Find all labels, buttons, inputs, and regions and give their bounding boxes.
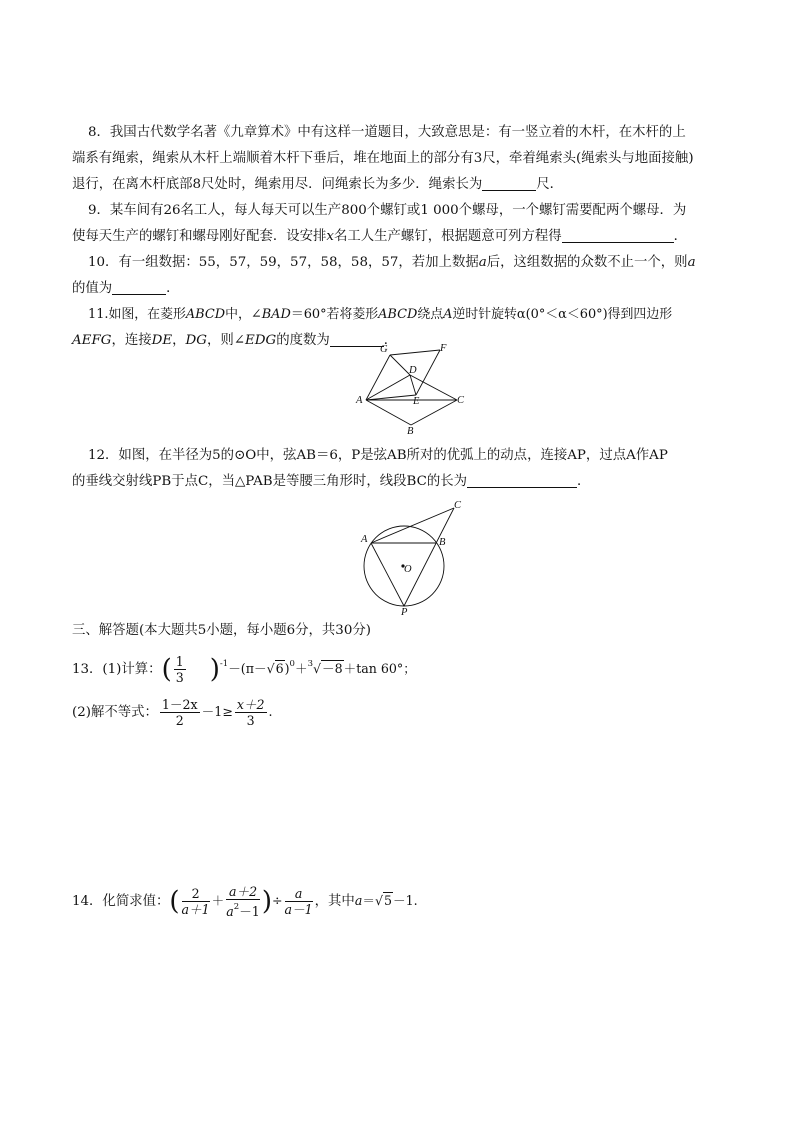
t: －1.: [392, 893, 418, 908]
segment-gd: [390, 355, 410, 375]
section-heading: 三、解答题(本大题共5小题，每小题6分，共30分): [72, 623, 371, 638]
edge-ba: [366, 400, 411, 425]
t: ABCD: [185, 307, 226, 322]
exponent: 0: [289, 659, 295, 669]
q12-line2: [72, 469, 724, 494]
q9-end: ．: [673, 229, 688, 244]
den-b: －1: [239, 904, 260, 919]
den: 2: [175, 713, 184, 728]
label-c: C: [457, 395, 465, 406]
t: A: [443, 307, 453, 322]
q14-label: 14．化简求值：: [72, 894, 170, 909]
edge-fe: [416, 350, 440, 395]
q10-line1: [88, 250, 740, 275]
fraction-2: [226, 884, 260, 919]
q8-text: 退行，在离木杆底部8尺处时，绳索用尽．问绳索长为多少．绳索长为: [72, 177, 483, 192]
t: 的度数为: [276, 333, 330, 348]
t: －(π－: [228, 661, 267, 676]
q10-text-b: 后，这组数据的众数不止一个，则: [486, 255, 688, 270]
t: ，其中: [314, 894, 355, 909]
t: ＋: [294, 661, 308, 676]
q13-label: 13．(1)计算：: [72, 662, 162, 677]
num: x＋2: [236, 697, 265, 712]
root-index: 3: [307, 659, 313, 669]
q12-end: ．: [577, 474, 591, 489]
den: 3: [175, 670, 184, 685]
t: ): [284, 661, 290, 676]
t: .: [268, 704, 273, 719]
q10-var: a: [478, 255, 487, 270]
t: EDG: [244, 333, 277, 348]
q12-text: 的垂线交射线PB于点C，当△PAB是等腰三角形时，线段BC的长为: [72, 474, 468, 489]
num: 1: [175, 654, 184, 669]
circle-figure: [354, 496, 474, 616]
q10-line2: [72, 276, 724, 301]
exponent: -1: [219, 659, 229, 669]
q12-line1: 12．如图，在半径为5的⊙O中，弦AB＝6，P是弦AB所对的优弧上的动点，连接AP，过点A作AP: [88, 448, 668, 463]
label-d: D: [409, 365, 417, 376]
answer-blank[interactable]: [482, 175, 536, 191]
answer-blank[interactable]: [467, 472, 577, 488]
num: a＋2: [226, 884, 260, 900]
t: ．: [383, 333, 398, 348]
t: ，连接: [111, 333, 152, 348]
t: a: [354, 893, 363, 908]
den-exp: 2: [233, 902, 240, 912]
den: a－1: [284, 902, 313, 917]
label-b: B: [439, 537, 446, 548]
q9-line2: [72, 224, 724, 249]
label-g: G: [380, 344, 388, 355]
paren-close: ): [261, 886, 272, 917]
label-b: B: [407, 426, 414, 437]
q8-line2: 端系有绳索，绳索从木杆上端顺着木杆下垂后，堆在地面上的部分有3尺，牵着绳索头(绳索头与地面接触): [72, 151, 694, 166]
fraction-left: [160, 697, 200, 728]
t: ，: [172, 333, 186, 348]
t: ＋: [211, 893, 225, 908]
t: 逆时针旋转: [452, 307, 517, 322]
t: 11.如图，在菱形: [88, 307, 186, 322]
label-f: F: [440, 343, 447, 354]
sqrt-body: 6: [275, 661, 284, 676]
q11-line1: [88, 302, 740, 327]
q14: 14．化简求值：( $\frac{2}{a+1}$ ＋ $\frac{a+2}{a^2-1}$ )÷ $\frac{a}{a-1}$ ，其中a＝√5－1.: [72, 884, 418, 919]
answer-blank[interactable]: [562, 227, 674, 243]
label-a: A: [361, 534, 368, 545]
fraction-3: [285, 886, 313, 917]
den: 3: [246, 713, 255, 728]
cube-root-body: －8: [322, 661, 343, 676]
t: －1≥: [201, 704, 233, 719]
t: ÷: [271, 893, 283, 908]
q9-var: x: [326, 229, 334, 244]
label-c: C: [454, 500, 462, 511]
fraction-one-third: [174, 654, 186, 685]
q13-part2: [72, 697, 273, 728]
q9-text: 使每天生产的螺钉和螺母刚好配套．设安排: [72, 229, 327, 244]
t: AEFG: [72, 333, 112, 348]
t: ＝: [362, 893, 375, 908]
t: ＋tan 60°；: [343, 661, 416, 676]
t: 绕点: [417, 307, 444, 322]
label-a: A: [356, 395, 363, 406]
rhombus-figure: [350, 340, 480, 440]
num: 2: [182, 886, 210, 902]
paren-open: (: [161, 654, 172, 685]
t: DE: [151, 333, 173, 348]
q13-part1: 13．(1)计算：( $\frac{1}{3}$ )$^{-1}-(\pi-√6)^0+^3√-8+\tan$ 60°；: [72, 654, 416, 685]
q8-unit: 尺．: [536, 177, 564, 192]
answer-blank[interactable]: [112, 279, 166, 295]
label-p: P: [401, 607, 408, 616]
paren-open: (: [169, 886, 180, 917]
t: BAD: [261, 307, 291, 322]
sqrt-body: 5: [383, 893, 392, 908]
t: ，则∠: [206, 333, 245, 348]
paren-close: ): [209, 654, 220, 685]
q10-text: 10．有一组数据：55，57，59，57，58，58，57，若加上数据: [88, 255, 479, 270]
q9-text-b: 名工人生产螺钉，根据题意可列方程得: [333, 229, 562, 244]
den-a: a: [226, 904, 234, 919]
label-o: O: [404, 564, 412, 575]
fraction-1: [182, 886, 210, 917]
t: 得到四边形: [607, 307, 673, 322]
q8-line1: 8．我国古代数学名著《九章算术》中有这样一道题目，大致意思是：有一竖立着的木杆，在木杆的上: [88, 125, 686, 140]
q13-2-label: (2)解不等式：: [72, 705, 158, 720]
q8-line3: [72, 172, 724, 197]
fraction-right: [235, 697, 267, 728]
label-e: E: [413, 396, 420, 407]
segment-ap: [371, 543, 404, 606]
t: α(0°＜α＜60°): [516, 307, 608, 322]
q10-end: ．: [166, 281, 180, 296]
num: a: [285, 886, 313, 902]
q10-text-c: 的值为: [72, 281, 113, 296]
num: 1－2x: [161, 697, 198, 712]
ray-pc: [404, 508, 454, 606]
t: ＝60°若将菱形: [290, 307, 379, 322]
q10-var2: a: [687, 255, 696, 270]
t: DG: [185, 333, 207, 348]
t: ABCD: [378, 307, 418, 322]
den: a＋1: [181, 902, 210, 917]
edge-gf: [390, 350, 440, 355]
q9-line1: 9．某车间有26名工人，每人每天可以生产800个螺钉或1 000个螺母，一个螺钉需要配两个螺母．为: [88, 203, 687, 218]
t: 中，∠: [225, 307, 262, 322]
